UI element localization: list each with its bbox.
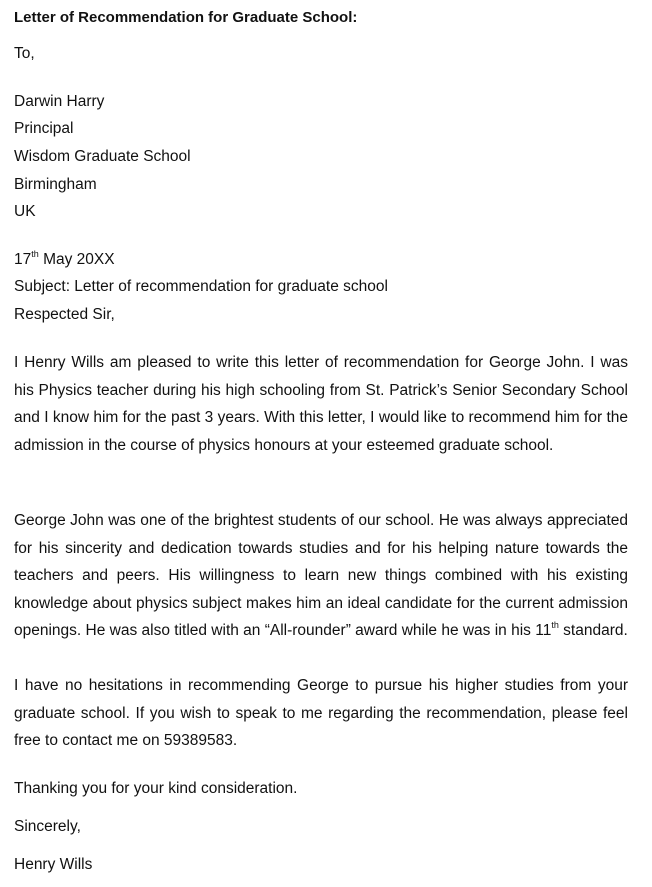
closing-line: Sincerely, <box>14 818 81 835</box>
recipient-city: Birmingham <box>14 176 97 193</box>
date-day: 17 <box>14 251 32 268</box>
paragraph-2-grade: 11 <box>535 622 552 639</box>
recipient-country: UK <box>14 203 36 220</box>
recipient-position: Principal <box>14 120 74 137</box>
letter-title: Letter of Recommendation for Graduate School: <box>14 9 358 26</box>
paragraph-2-grade-suffix: th <box>551 619 559 630</box>
recipient-name: Darwin Harry <box>14 93 105 110</box>
paragraph-2-main: George John was one of the brightest students of our school. He was always appreciated for his sincerity and dedication towards studies and for his helping nature towards the teachers and peers. His willingness to learn new things combined with his existing knowledge about physics subject makes him an ideal candidate for the current admission openings. He was also titled with an “All-rounder” award while he was in his <box>14 512 628 639</box>
paragraph-2 <box>14 507 628 645</box>
signature-name: Henry Wills <box>14 856 93 873</box>
paragraph-2-end: standard. <box>558 622 628 639</box>
paragraph-1: I Henry Wills am pleased to write this letter of recommendation for George John. I was his Physics teacher during his high schooling from St. Patrick’s Senior Secondary School and I know him for the past 3 years. With this letter, I would like to recommend him for the admission in the course of physics honours at your esteemed graduate school. <box>14 354 628 454</box>
salutation-to: To, <box>14 45 35 62</box>
letter-greeting: Respected Sir, <box>14 306 115 323</box>
paragraph-3: I have no hesitations in recommending George to pursue his higher studies from your graduate school. If you wish to speak to me regarding the recommendation, please feel free to contact me on 59389583. <box>14 677 628 749</box>
letter-date <box>14 250 115 270</box>
letter-document <box>14 0 628 887</box>
date-suffix: th <box>31 248 39 259</box>
recipient-school: Wisdom Graduate School <box>14 148 191 165</box>
thanks-line: Thanking you for your kind consideration. <box>14 780 298 797</box>
date-rest: May 20XX <box>38 251 115 268</box>
letter-subject: Subject: Letter of recommendation for graduate school <box>14 278 388 295</box>
